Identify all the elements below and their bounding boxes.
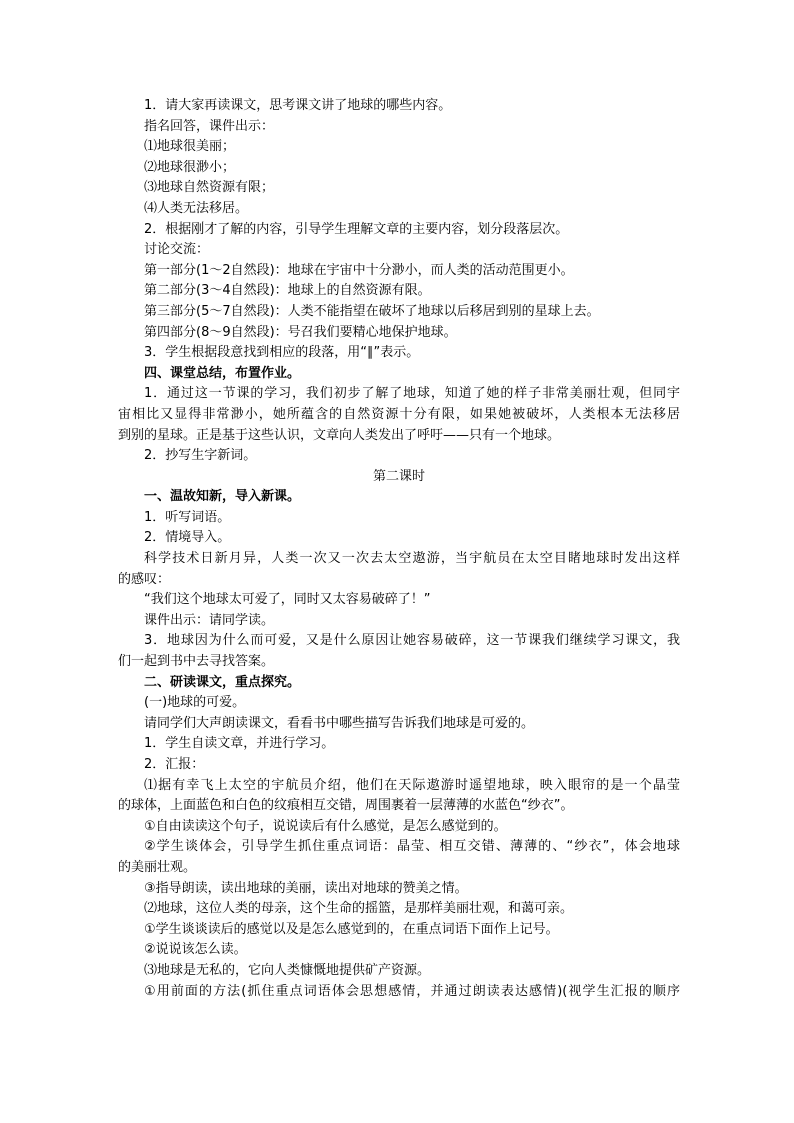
paragraph: 到别的星球。正是基于这些认识，文章向人类发出了呼吁——只有一个地球。 [118, 427, 561, 443]
paragraph: ⑴据有幸飞上太空的宇航员介绍，他们在天际遨游时遥望地球，映入眼帘的是一个晶莹 [144, 777, 680, 793]
paragraph: 第四部分(8～9自然段)：号召我们要精心地保护地球。 [144, 324, 457, 340]
paragraph: 科学技术日新月异，人类一次又一次去太空遨游，当宇航员在太空目睹地球时发出这样 [144, 551, 680, 567]
list-item: ①学生谈谈读后的感觉以及是怎么感觉到的，在重点词语下面作上记号。 [144, 921, 559, 937]
paragraph: 的感叹： [118, 571, 171, 587]
paragraph: 3．学生根据段意找到相应的段落，用“∥”表示。 [144, 345, 420, 361]
paragraph: 第二部分(3～4自然段)：地球上的自然资源有限。 [144, 283, 431, 299]
list-item: ⑶地球自然资源有限； [144, 180, 275, 196]
paragraph: 宙相比又显得非常渺小，她所蕴含的自然资源十分有限，如果她被破坏，人类根本无法移居 [118, 406, 680, 422]
paragraph: 请同学们大声朗读课文，看看书中哪些描写告诉我们地球是可爱的。 [144, 715, 535, 731]
paragraph: 第一部分(1～2自然段)：地球在宇宙中十分渺小，而人类的活动范围更小。 [144, 262, 574, 278]
paragraph: 1．请大家再读课文，思考课文讲了地球的哪些内容。 [144, 98, 452, 113]
paragraph: 指名回答，课件出示： [144, 118, 275, 134]
lesson-title: 第二课时 [372, 468, 425, 484]
section-heading: 四、课堂总结，布置作业。 [144, 365, 301, 381]
list-item: ②说说该怎么读。 [144, 942, 247, 958]
paragraph: 2．汇报： [144, 757, 205, 772]
quote: “我们这个地球太可爱了，同时又太容易破碎了！” [144, 592, 431, 608]
paragraph: ⑵地球，这位人类的母亲，这个生命的摇篮，是那样美丽壮观，和蔼可亲。 [144, 901, 574, 917]
paragraph: 们一起到书中去寻找答案。 [118, 654, 275, 670]
section-heading: 二、研读课文，重点探究。 [144, 674, 301, 690]
document-page [118, 96, 680, 1002]
list-item: ②学生谈体会，引导学生抓住重点词语：晶莹、相互交错、薄薄的、“纱衣”，体会地球 [144, 839, 680, 855]
paragraph: 1．听写词语。 [144, 509, 231, 525]
list-item: ①自由读读这个句子，说说读后有什么感觉，是怎么感觉到的。 [144, 818, 507, 834]
paragraph: 的美丽壮观。 [118, 859, 197, 875]
list-item: ⑷人类无法移居。 [144, 200, 249, 216]
paragraph: 的球体，上面蓝色和白色的纹痕相互交错，周围裹着一层薄薄的水蓝色“纱衣”。 [118, 798, 574, 814]
paragraph: 2．情境导入。 [144, 530, 231, 546]
paragraph: 2．根据刚才了解的内容，引导学生理解文章的主要内容，划分段落层次。 [144, 221, 569, 237]
paragraph: 2．抄写生字新词。 [144, 448, 257, 464]
paragraph: 课件出示：请同学读。 [144, 612, 275, 628]
list-item: ③指导朗读，读出地球的美丽，读出对地球的赞美之情。 [144, 880, 468, 896]
paragraph: 3．地球因为什么而可爱，又是什么原因让她容易破碎，这一节课我们继续学习课文，我 [144, 633, 680, 649]
paragraph: ⑶地球是无私的，它向人类慷慨地提供矿产资源。 [144, 962, 431, 978]
list-item: ⑴地球很美丽； [144, 139, 236, 155]
section-heading: 一、温故知新，导入新课。 [144, 489, 301, 505]
list-item: ⑵地球很渺小； [144, 159, 236, 175]
list-item: ①用前面的方法(抓住重点词语体会思想感情，并通过朗读表达感情)(视学生汇报的顺序 [144, 983, 680, 999]
paragraph: 1．通过这一节课的学习，我们初步了解了地球，知道了她的样子非常美丽壮观，但同宇 [144, 386, 680, 402]
paragraph: 1．学生自读文章，并进行学习。 [144, 736, 335, 752]
paragraph: 讨论交流： [144, 242, 210, 258]
subsection-heading: (一)地球的可爱。 [144, 695, 246, 711]
paragraph: 第三部分(5～7自然段)：人类不能指望在破坏了地球以后移居到别的星球上去。 [144, 303, 600, 319]
